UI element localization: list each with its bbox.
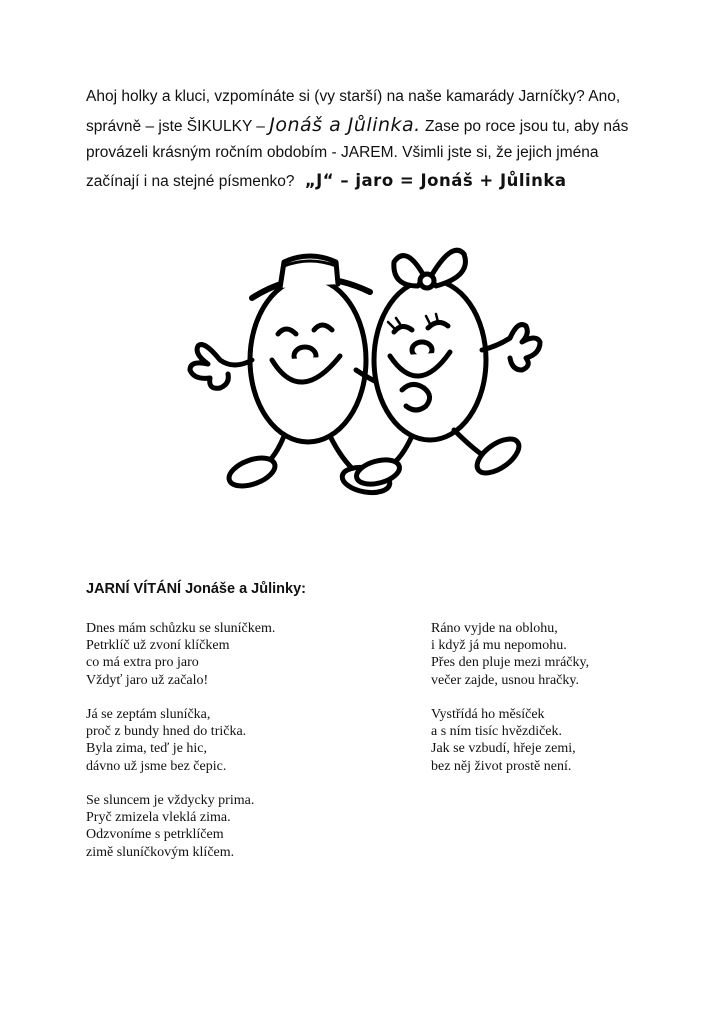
poem-right-column [431, 620, 589, 792]
poem-line: Ráno vyjde na oblohu, [431, 621, 558, 636]
intro-line-2-end: Zase po roce jsou tu, aby nás [425, 118, 629, 135]
poem-stanza [431, 706, 589, 775]
poem-stanza [431, 620, 589, 689]
poem-line: bez něj život prostě není. [431, 758, 572, 774]
poem-stanza [86, 620, 275, 689]
j-formula-text: „J“ – jaro = Jonáš + Jůlinka [304, 171, 567, 190]
intro-line-4 [86, 167, 646, 195]
poem-line: Já se zeptám sluníčka, [86, 707, 211, 722]
poem-line: Vystřídá ho měsíček [431, 707, 545, 722]
poem-line: Petrklíč už zvoní klíčkem [86, 638, 230, 654]
intro-line-1: Ahoj holky a kluci, vzpomínáte si (vy starší) na naše kamarády Jarníčky? Ano, [86, 88, 621, 105]
poem-stanza [86, 706, 275, 775]
intro-line-2 [86, 111, 646, 139]
poem-heading: JARNÍ VÍTÁNÍ Jonáše a Jůlinky: [86, 581, 306, 597]
poem-line: Pryč zmizela vleklá zima. [86, 810, 231, 826]
intro-paragraph [86, 83, 646, 195]
poem-line: a s ním tisíc hvězdiček. [431, 724, 563, 740]
poem-line: Odzvoníme s petrklíčem [86, 827, 224, 843]
poem-stanza [86, 792, 275, 861]
intro-line-3: provázeli krásným ročním obdobím - JAREM. Všimli jste si, že jejich jména [86, 144, 599, 161]
poem-line: dávno už jsme bez čepic. [86, 758, 227, 774]
poem-line: Přes den pluje mezi mráčky, [431, 655, 590, 671]
poem-line: Dnes mám schůzku se sluníčkem. [86, 621, 276, 636]
intro-line-4-text: začínají i na stejné písmenko? [86, 173, 295, 190]
poem-line: Se sluncem je vždycky prima. [86, 793, 255, 808]
poem-line: zimě sluníčkovým klíčem. [86, 844, 235, 860]
jarnicky-eggs-illustration [180, 210, 544, 528]
poem-line: i když já mu nepomohu. [431, 638, 567, 654]
poem-left-column [86, 620, 275, 878]
poem-line: proč z bundy hned do trička. [86, 724, 247, 740]
poem-line: večer zajde, usnou hračky. [431, 672, 579, 688]
poem-line: Vždyť jaro už začalo! [86, 672, 209, 688]
names-script-text: Jonáš a Jůlinka. [269, 114, 421, 136]
intro-line-2-text: správně – jste ŠIKULKY – [86, 118, 265, 135]
poem-line: co má extra pro jaro [86, 655, 199, 671]
poem-line: Jak se vzbudí, hřeje zemi, [431, 741, 576, 757]
poem-line: Byla zima, teď je hic, [86, 741, 208, 757]
